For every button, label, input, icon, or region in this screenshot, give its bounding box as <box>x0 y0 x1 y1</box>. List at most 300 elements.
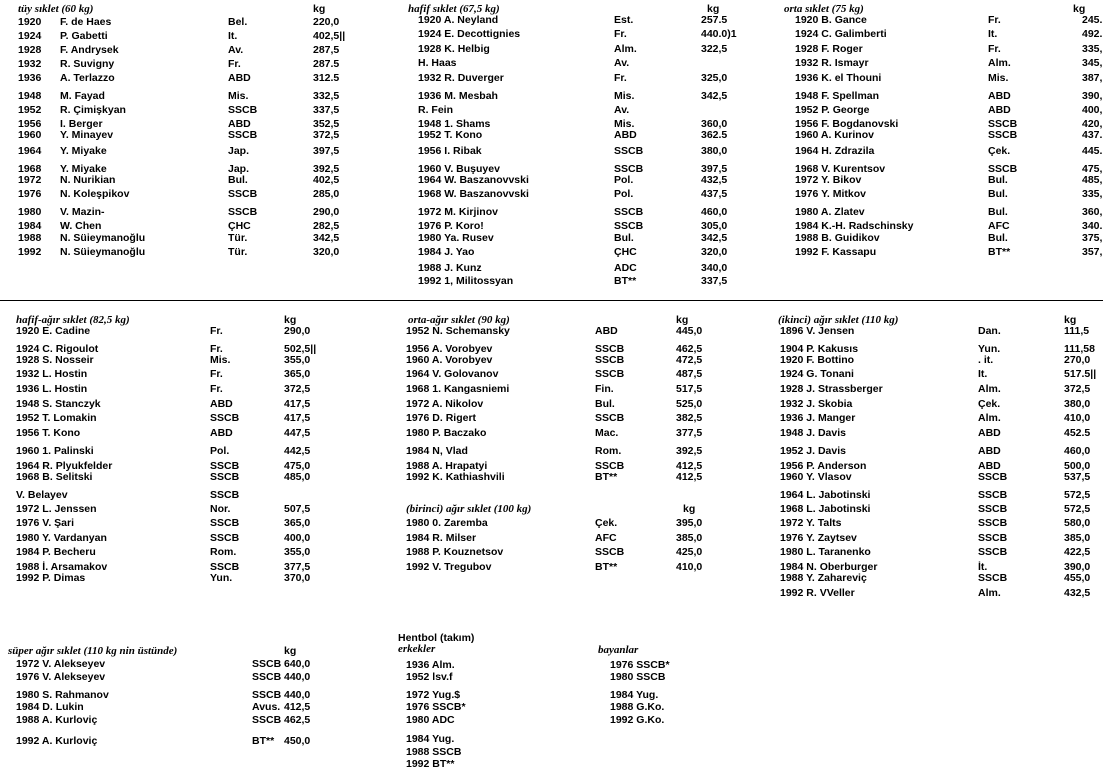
table-cell-year-team: 1984 Yug. <box>610 689 659 701</box>
section-title: orta sıklet (75 kg) <box>784 3 864 15</box>
table-cell-country: Fr. <box>210 325 223 337</box>
table-cell-year: 1952 <box>18 104 42 116</box>
table-cell-result: 572,5 <box>1064 503 1091 515</box>
section-title: bayanlar <box>598 644 639 656</box>
table-cell-result: 380,0 <box>701 145 728 157</box>
table-cell-result: 485,0 <box>284 471 311 483</box>
table-cell-country: SSCB <box>614 206 644 218</box>
table-cell-result: 352,5 <box>313 118 340 130</box>
table-cell-year-athlete: 1972 L. Jenssen <box>16 503 97 515</box>
table-cell-year: 1968 <box>18 163 42 175</box>
table-cell-result: 410,0 <box>676 561 703 573</box>
section-divider <box>0 300 1103 301</box>
table-cell-result: 287,5 <box>313 44 340 56</box>
section-subtitle: erkekler <box>398 643 436 655</box>
table-cell-country: Yun. <box>210 572 233 584</box>
table-cell-country: Est. <box>614 14 634 26</box>
table-cell-result: 412,5 <box>676 471 703 483</box>
table-cell-result: 402,5 <box>313 174 340 186</box>
table-cell-country: Bul. <box>988 232 1008 244</box>
table-cell-country: Bul. <box>595 398 615 410</box>
table-cell-result: 580,0 <box>1064 517 1091 529</box>
table-cell-year-athlete: 1988 J. Kunz <box>418 262 482 274</box>
table-cell-year-athlete: 1952 P. George <box>795 104 870 116</box>
table-cell-year-athlete: 1956 F. Bogdanovski <box>795 118 899 130</box>
table-cell-result: 392,5 <box>313 163 340 175</box>
table-cell-year-athlete: 1992 P. Dimas <box>16 572 86 584</box>
table-cell-year-athlete: 1976 D. Rigert <box>406 412 477 424</box>
section-title: süper ağır sıklet (110 kg nin üstünde) <box>8 645 178 657</box>
table-cell-country: Nor. <box>210 503 231 515</box>
table-cell-year-team: 1976 SSCB* <box>406 701 466 713</box>
table-cell-result: 417,5 <box>284 398 311 410</box>
table-cell-country: SSCB <box>595 354 625 366</box>
table-cell-year-athlete: 1920 A. Neyland <box>418 14 499 26</box>
table-cell-year-athlete: 1972 M. Kirjinov <box>418 206 498 218</box>
table-cell-country: BT** <box>595 561 618 573</box>
table-cell-year-athlete: 1928 K. Helbig <box>418 43 490 55</box>
table-cell-country: Mac. <box>595 427 619 439</box>
table-cell-athlete-name: V. Mazin- <box>60 206 105 218</box>
table-cell-year-athlete: 1936 J. Manger <box>780 412 856 424</box>
table-cell-country: Yun. <box>978 343 1001 355</box>
table-cell-result: 440.0)1 <box>701 28 737 40</box>
table-cell-year-team: 1988 SSCB <box>406 746 462 758</box>
table-cell-country: Alm. <box>978 412 1001 424</box>
table-cell-country: ABD <box>210 398 233 410</box>
table-cell-country: Fr. <box>988 14 1001 26</box>
table-cell-country: Av. <box>614 57 630 69</box>
table-cell-country: Fin. <box>595 383 614 395</box>
table-cell-year-athlete: 1984 P. Becheru <box>16 546 96 558</box>
table-cell-year-athlete: 1972 Y. Talts <box>780 517 842 529</box>
table-cell-country: BT** <box>252 735 275 747</box>
table-cell-result: 400,0 <box>284 532 311 544</box>
table-cell-country: SSCB <box>252 671 282 683</box>
table-cell-country: Pol. <box>614 174 634 186</box>
table-cell-year-athlete: 1972 Y. Bikov <box>795 174 862 186</box>
unit-label: kg <box>707 3 720 15</box>
table-cell-result: 325,0 <box>701 72 728 84</box>
table-cell-result: 387, <box>1082 72 1103 84</box>
table-cell-result: 335, <box>1082 43 1103 55</box>
table-cell-year-athlete: 1964 H. Zdrazila <box>795 145 875 157</box>
table-cell-country: SSCB <box>978 471 1008 483</box>
table-cell-result: 412,5 <box>284 701 311 713</box>
table-cell-country: BT** <box>988 246 1011 258</box>
table-cell-country: SSCB <box>228 188 258 200</box>
table-cell-result: 377,5 <box>284 561 311 573</box>
table-cell-country: Çek. <box>988 145 1011 157</box>
table-cell-year-team: 1980 SSCB <box>610 671 666 683</box>
table-cell-result: 432,5 <box>701 174 728 186</box>
table-cell-country: SSCB <box>978 503 1008 515</box>
table-cell-year-athlete: 1964 L. Jabotinski <box>780 489 871 501</box>
table-cell-result: 412,5 <box>676 460 703 472</box>
table-cell-result: 397,5 <box>701 163 728 175</box>
table-cell-country: ABD <box>988 90 1011 102</box>
table-cell-result: 342,5 <box>701 90 728 102</box>
table-cell-athlete-name: M. Fayad <box>60 90 105 102</box>
table-cell-year-athlete: 1932 R. Duverger <box>418 72 504 84</box>
table-cell-year-athlete: 1960 V. Buşuyev <box>418 163 500 175</box>
table-cell-result: 460,0 <box>1064 445 1091 457</box>
table-cell-country: Jap. <box>228 145 250 157</box>
table-cell-year-team: 1984 Yug. <box>406 733 455 745</box>
table-cell-country: ABD <box>614 129 637 141</box>
unit-label: kg <box>676 314 689 326</box>
table-cell-result: 335, <box>1082 188 1103 200</box>
table-cell-result: 290,0 <box>284 325 311 337</box>
table-cell-country: Mis. <box>988 72 1009 84</box>
table-cell-result: 390,0 <box>1064 561 1091 573</box>
table-cell-result: 640,0 <box>284 658 311 670</box>
table-cell-country: SSCB <box>978 489 1008 501</box>
table-cell-result: 382,5 <box>676 412 703 424</box>
table-cell-year-athlete: 1924 C. Galimberti <box>795 28 887 40</box>
table-cell-athlete-name: Y. Miyake <box>60 163 107 175</box>
table-cell-country: BT** <box>614 275 637 287</box>
table-cell-year-athlete: 1976 V. Alekseyev <box>16 671 106 683</box>
table-cell-year-athlete: 1980 P. Baczako <box>406 427 487 439</box>
table-cell-year-athlete: 1984 D. Lukin <box>16 701 84 713</box>
table-cell-result: 475,0 <box>284 460 311 472</box>
table-cell-year-athlete: 1972 A. Nikolov <box>406 398 484 410</box>
table-cell-result: 485, <box>1082 174 1103 186</box>
table-cell-year-athlete: 1968 1. Kangasniemi <box>406 383 510 395</box>
table-cell-result: 320,0 <box>701 246 728 258</box>
table-cell-year-athlete: 1952 N. Schemansky <box>406 325 510 337</box>
table-cell-country: SSCB <box>988 118 1018 130</box>
table-cell-year-athlete: 1936 K. el Thouni <box>795 72 882 84</box>
table-cell-athlete-name: P. Gabetti <box>60 30 108 42</box>
section-title: orta-ağır sıklet (90 kg) <box>408 314 510 326</box>
table-cell-result: 410,0 <box>1064 412 1091 424</box>
table-cell-athlete-name: N. Koleşpikov <box>60 188 130 200</box>
table-cell-result: 517,5 <box>676 383 703 395</box>
table-cell-country: Rom. <box>595 445 622 457</box>
table-cell-country: Çek. <box>978 398 1001 410</box>
table-cell-country: ADC <box>614 262 637 274</box>
table-cell-country: SSCB <box>614 220 644 232</box>
table-cell-year-athlete: 1988 İ. Arsamakov <box>16 561 108 573</box>
table-cell-year: 1928 <box>18 44 42 56</box>
table-cell-result: 450,0 <box>284 735 311 747</box>
table-cell-country: Mis. <box>614 90 635 102</box>
unit-label: kg <box>284 314 297 326</box>
table-cell-year: 1964 <box>18 145 42 157</box>
table-cell-year-athlete: 1904 P. Kakusıs <box>780 343 859 355</box>
table-cell-year-team: 1936 Alm. <box>406 659 455 671</box>
table-cell-result: 360, <box>1082 206 1103 218</box>
table-cell-result: 337,5 <box>701 275 728 287</box>
table-cell-result: 287.5 <box>313 58 340 70</box>
table-cell-country: SSCB <box>228 104 258 116</box>
table-cell-country: SSCB <box>252 689 282 701</box>
table-cell-country: SSCB <box>228 129 258 141</box>
table-cell-year-athlete: 1992 1, Militossyan <box>418 275 514 287</box>
table-cell-result: 377,5 <box>676 427 703 439</box>
table-cell-result: 502,5|| <box>284 343 317 355</box>
table-cell-year-athlete: 1988 Y. Zahareviç <box>780 572 867 584</box>
table-cell-year-athlete: 1956 P. Anderson <box>780 460 867 472</box>
section-title: tüy sıklet (60 kg) <box>18 3 94 15</box>
table-cell-year-athlete: 1992 A. Kurloviç <box>16 735 98 747</box>
table-cell-year-team: 1972 Yug.$ <box>406 689 461 701</box>
table-cell-year-athlete: 1988 A. Hrapatyi <box>406 460 488 472</box>
table-cell-country: BT** <box>595 471 618 483</box>
table-cell-year-athlete: 1980 0. Zaremba <box>406 517 488 529</box>
table-cell-year: 1932 <box>18 58 42 70</box>
table-cell-year: 1992 <box>18 246 42 258</box>
table-cell-result: 452.5 <box>1064 427 1091 439</box>
table-cell-year-athlete: 1936 M. Mesbah <box>418 90 498 102</box>
table-cell-country: SSCB <box>595 546 625 558</box>
table-cell-year-athlete: 1960 1. Palinski <box>16 445 94 457</box>
section-title: (ikinci) ağır sıklet (110 kg) <box>778 314 899 326</box>
table-cell-year-athlete: 1984 N. Oberburger <box>780 561 878 573</box>
table-cell-result: 370,0 <box>284 572 311 584</box>
table-cell-year-athlete: 1948 J. Davis <box>780 427 846 439</box>
table-cell-year-athlete: 1992 R. VVeller <box>780 587 855 599</box>
table-cell-country: Fr. <box>210 383 223 395</box>
table-cell-year-athlete: 1960 A. Vorobyev <box>406 354 493 366</box>
table-cell-result: 437,5 <box>701 188 728 200</box>
table-cell-year-team: 1992 G.Ko. <box>610 714 665 726</box>
table-cell-result: 332,5 <box>313 90 340 102</box>
table-cell-result: 525,0 <box>676 398 703 410</box>
table-cell-year-athlete: 1980 Y. Vardanyan <box>16 532 107 544</box>
table-cell-result: 437. <box>1082 129 1103 141</box>
table-cell-result: 111,5 <box>1064 325 1090 337</box>
table-cell-country: Fr. <box>228 58 241 70</box>
table-cell-year-athlete: 1956 I. Ribak <box>418 145 482 157</box>
table-cell-result: 572,5 <box>1064 489 1091 501</box>
table-cell-country: ABD <box>988 104 1011 116</box>
table-cell-country: SSCB <box>988 163 1018 175</box>
table-cell-year-athlete: 1976 Y. Zaytsev <box>780 532 857 544</box>
table-cell-year-athlete: 1980 S. Rahmanov <box>16 689 109 701</box>
table-cell-result: 425,0 <box>676 546 703 558</box>
table-cell-year-athlete: 1992 F. Kassapu <box>795 246 877 258</box>
table-cell-result: 111,58 <box>1064 343 1095 355</box>
table-cell-result: 487,5 <box>676 368 703 380</box>
table-cell-country: Avus. <box>252 701 281 713</box>
table-cell-result: 517.5|| <box>1064 368 1097 380</box>
table-cell-result: 442,5 <box>284 445 311 457</box>
table-cell-year: 1988 <box>18 232 42 244</box>
table-cell-year-athlete: 1968 B. Selitski <box>16 471 93 483</box>
table-cell-year-athlete: 1920 F. Bottino <box>780 354 855 366</box>
table-cell-year: 1972 <box>18 174 42 186</box>
table-cell-result: 400, <box>1082 104 1103 116</box>
unit-label: kg <box>284 645 297 657</box>
table-cell-result: 360,0 <box>701 118 728 130</box>
table-cell-country: SSCB <box>252 714 282 726</box>
table-cell-result: 537,5 <box>1064 471 1091 483</box>
table-cell-year-athlete: 1932 L. Hostin <box>16 368 88 380</box>
table-cell-result: 395,0 <box>676 517 703 529</box>
table-cell-result: 445,0 <box>676 325 703 337</box>
table-cell-result: 475, <box>1082 163 1103 175</box>
table-cell-year-athlete: 1968 V. Kurentsov <box>795 163 886 175</box>
table-cell-year-athlete: 1992 K. Kathiashvili <box>406 471 505 483</box>
table-cell-result: 422,5 <box>1064 546 1091 558</box>
table-cell-year-athlete: 1964 R. Plyukfelder <box>16 460 113 472</box>
table-cell-year-team: 1988 G.Ko. <box>610 701 665 713</box>
table-cell-result: 257.5 <box>701 14 728 26</box>
table-cell-country: İt. <box>978 561 988 573</box>
unit-label: kg <box>313 3 326 15</box>
table-cell-year-athlete: 1988 P. Kouznetsov <box>406 546 504 558</box>
table-cell-year-athlete: 1968 L. Jabotinski <box>780 503 871 515</box>
unit-label: kg <box>683 503 696 515</box>
table-cell-result: 492. <box>1082 28 1103 40</box>
table-cell-year-athlete: 1976 P. Koro! <box>418 220 484 232</box>
table-cell-year-athlete: 1964 V. Golovanov <box>406 368 499 380</box>
unit-label: kg <box>1073 3 1086 15</box>
table-cell-country: Alm. <box>978 587 1001 599</box>
table-cell-result: 432,5 <box>1064 587 1091 599</box>
table-cell-country: Bul. <box>988 174 1008 186</box>
table-cell-result: 440,0 <box>284 689 311 701</box>
table-cell-result: 417,5 <box>284 412 311 424</box>
table-cell-result: 342,5 <box>313 232 340 244</box>
table-cell-result: 472,5 <box>676 354 703 366</box>
table-cell-country: SSCB <box>210 471 240 483</box>
table-cell-country: Alm. <box>978 383 1001 395</box>
unit-label: kg <box>1064 314 1077 326</box>
table-cell-country: SSCB <box>210 517 240 529</box>
table-cell-result: 365,0 <box>284 368 311 380</box>
table-cell-result: 420, <box>1082 118 1103 130</box>
table-cell-country: SSCB <box>978 532 1008 544</box>
table-cell-result: 390, <box>1082 90 1103 102</box>
table-cell-country: ABD <box>978 427 1001 439</box>
table-cell-year-athlete: 1960 Y. Vlasov <box>780 471 852 483</box>
table-cell-result: 375, <box>1082 232 1103 244</box>
table-cell-result: 447,5 <box>284 427 311 439</box>
table-cell-result: 440,0 <box>284 671 311 683</box>
table-cell-year: 1984 <box>18 220 42 232</box>
table-cell-year-team: 1980 ADC <box>406 714 455 726</box>
table-cell-year-athlete: 1980 Ya. Rusev <box>418 232 494 244</box>
table-cell-country: SSCB <box>595 460 625 472</box>
table-cell-year-athlete: 1972 V. Alekseyev <box>16 658 106 670</box>
table-cell-country: Mis. <box>210 354 231 366</box>
table-cell-result: 385,0 <box>1064 532 1091 544</box>
table-cell-result: 342,5 <box>701 232 728 244</box>
table-cell-result: 290,0 <box>313 206 340 218</box>
table-cell-country: Bul. <box>988 206 1008 218</box>
table-cell-year-athlete: 1928 F. Roger <box>795 43 863 55</box>
table-cell-country: Fr. <box>210 368 223 380</box>
table-cell-year-athlete: 1984 J. Yao <box>418 246 475 258</box>
table-cell-country: SSCB <box>210 532 240 544</box>
table-cell-year-athlete: 1952 J. Davis <box>780 445 846 457</box>
table-cell-result: 392,5 <box>676 445 703 457</box>
table-cell-country: SSCB <box>595 412 625 424</box>
table-cell-year-athlete: 1980 A. Zlatev <box>795 206 865 218</box>
table-cell-year: 1976 <box>18 188 42 200</box>
table-cell-country: Fr. <box>988 43 1001 55</box>
table-cell-country: SSCB <box>988 129 1018 141</box>
table-cell-result: 507,5 <box>284 503 311 515</box>
table-cell-country: SSCB <box>614 163 644 175</box>
table-cell-result: 460,0 <box>701 206 728 218</box>
section-title: hafif-ağır sıklet (82,5 kg) <box>16 314 130 326</box>
section-title: (birinci) ağır sıklet (100 kg) <box>406 503 532 515</box>
table-cell-country: SSCB <box>228 206 258 218</box>
table-cell-year-athlete: R. Fein <box>418 104 454 116</box>
table-cell-year-athlete: 1984 K.-H. Radschinsky <box>795 220 914 232</box>
table-cell-country: It. <box>978 368 988 380</box>
table-cell-result: 220,0 <box>313 16 340 28</box>
table-cell-country: ABD <box>978 445 1001 457</box>
table-cell-result: 402,5|| <box>313 30 346 42</box>
table-cell-year-athlete: 1896 V. Jensen <box>780 325 855 337</box>
table-cell-country: Mis. <box>228 90 249 102</box>
table-cell-country: Av. <box>614 104 630 116</box>
table-cell-result: 445. <box>1082 145 1103 157</box>
table-cell-result: 372,5 <box>284 383 311 395</box>
table-cell-year-athlete: 1984 R. Milser <box>406 532 477 544</box>
table-cell-country: SSCB <box>210 489 240 501</box>
table-cell-country: SSCB <box>252 658 282 670</box>
table-cell-country: SSCB <box>210 561 240 573</box>
table-cell-year-team: 1992 BT** <box>406 758 455 770</box>
table-cell-country: Bul. <box>988 188 1008 200</box>
table-cell-year-athlete: 1920 B. Gance <box>795 14 867 26</box>
table-cell-country: . it. <box>978 354 994 366</box>
table-cell-result: 385,0 <box>676 532 703 544</box>
table-cell-result: 455,0 <box>1064 572 1091 584</box>
table-cell-year-athlete: 1956 A. Vorobyev <box>406 343 493 355</box>
table-cell-year-athlete: 1948 1. Shams <box>418 118 491 130</box>
table-cell-country: AFC <box>988 220 1010 232</box>
table-cell-year: 1980 <box>18 206 42 218</box>
table-cell-country: Mis. <box>614 118 635 130</box>
table-cell-country: ABD <box>228 72 251 84</box>
table-cell-country: It. <box>228 30 238 42</box>
table-cell-country: ÇHC <box>228 220 251 232</box>
table-cell-country: Fr. <box>210 343 223 355</box>
table-cell-result: 245. <box>1082 14 1103 26</box>
table-cell-result: 322,5 <box>701 43 728 55</box>
table-cell-year-athlete: 1964 W. Baszanovvski <box>418 174 529 186</box>
table-cell-athlete-name: Y. Miyake <box>60 145 107 157</box>
table-cell-country: Pol. <box>210 445 230 457</box>
section-title: Hentbol (takım) <box>398 632 475 644</box>
table-cell-country: AFC <box>595 532 617 544</box>
table-cell-athlete-name: N. Süieymanoğlu <box>60 232 146 244</box>
table-cell-year-athlete: 1960 A. Kurinov <box>795 129 874 141</box>
table-cell-country: SSCB <box>595 343 625 355</box>
table-cell-result: 365,0 <box>284 517 311 529</box>
table-cell-athlete-name: N. Süieymanoğlu <box>60 246 146 258</box>
table-cell-athlete-name: N. Nurikian <box>60 174 116 186</box>
table-cell-country: Çek. <box>595 517 618 529</box>
table-cell-country: Fr. <box>614 72 627 84</box>
table-cell-country: Alm. <box>614 43 637 55</box>
table-cell-athlete-name: F. Andrysek <box>60 44 119 56</box>
table-cell-country: SSCB <box>595 368 625 380</box>
table-cell-athlete-name: I. Berger <box>60 118 103 130</box>
table-cell-country: Tür. <box>228 246 248 258</box>
table-cell-result: 462,5 <box>676 343 703 355</box>
table-cell-result: 462,5 <box>284 714 311 726</box>
table-cell-result: 355,0 <box>284 546 311 558</box>
